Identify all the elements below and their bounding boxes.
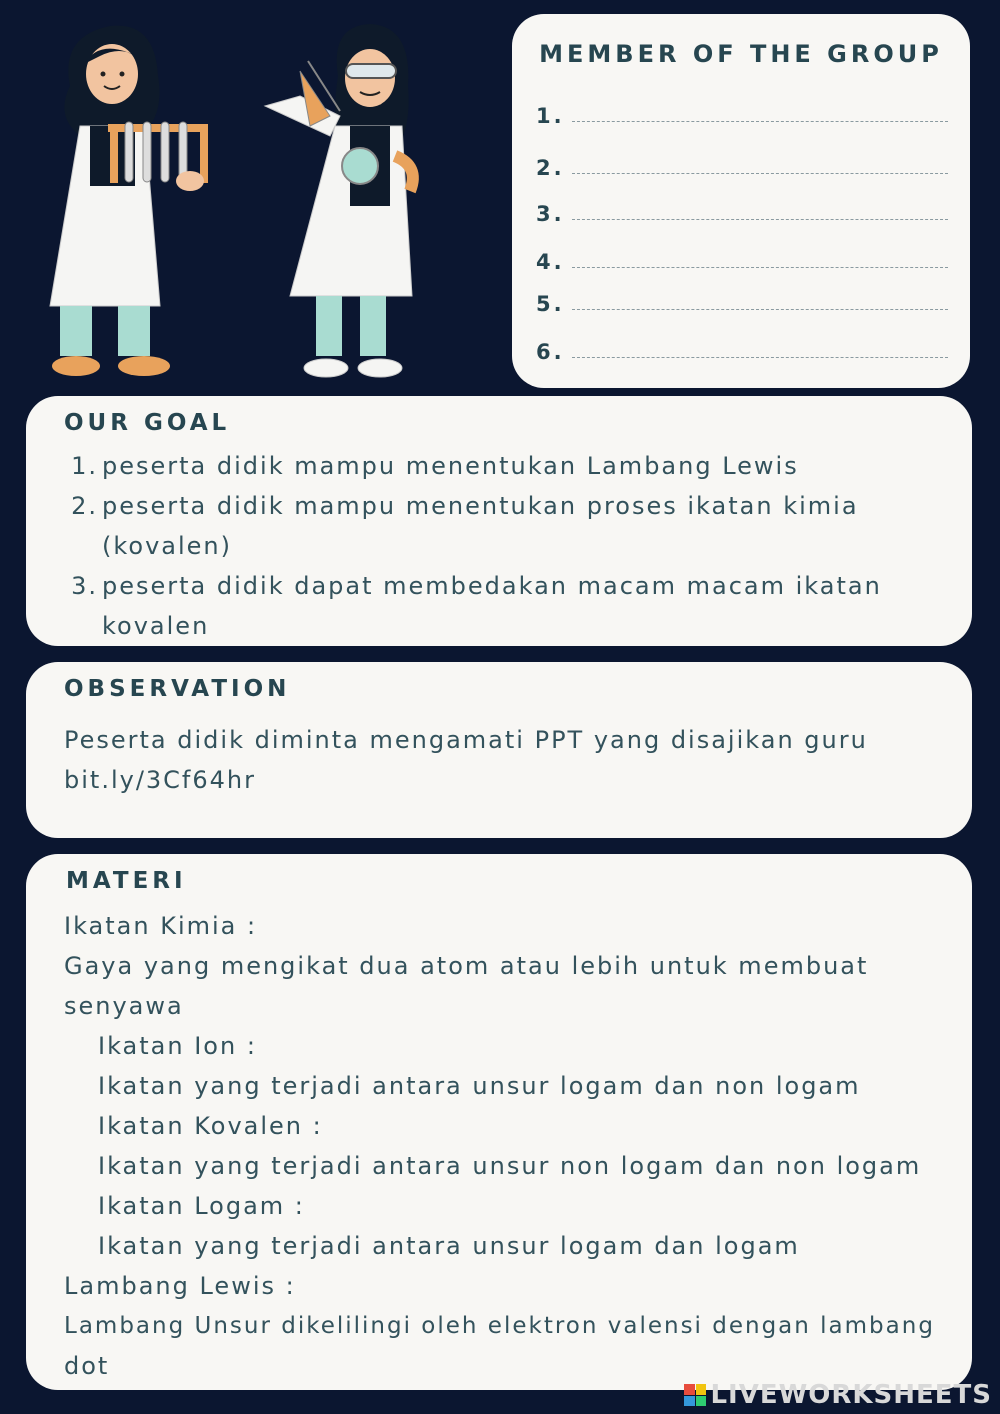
materi-card <box>26 854 972 1390</box>
member-row-3[interactable] <box>536 196 948 226</box>
materi-line: dot <box>64 1352 110 1380</box>
member-number: 1. <box>536 104 565 128</box>
member-row-6[interactable] <box>536 334 948 364</box>
member-number: 3. <box>536 202 565 226</box>
materi-line: Lambang Lewis : <box>64 1272 296 1300</box>
goal-list <box>64 446 924 646</box>
materi-line: Ikatan Ion : <box>98 1032 257 1060</box>
member-row-4[interactable] <box>536 244 948 274</box>
materi-title: MATERI <box>66 868 187 894</box>
goal-item-number: 2. <box>71 492 98 520</box>
goal-item <box>64 486 924 566</box>
member-name-line[interactable] <box>572 120 948 122</box>
member-row-5[interactable] <box>536 286 948 316</box>
goal-item-text: peserta didik dapat membedakan macam macam ikatan kovalen <box>102 572 882 640</box>
member-number: 6. <box>536 340 565 364</box>
members-card <box>512 14 970 388</box>
observation-title: OBSERVATION <box>64 676 291 702</box>
observation-instruction: Peserta didik diminta mengamati PPT yang disajikan guru <box>64 726 868 754</box>
goal-item <box>64 446 924 486</box>
materi-line: Ikatan Kovalen : <box>98 1112 323 1140</box>
liveworksheets-logo-icon <box>684 1384 706 1406</box>
goal-item <box>64 566 924 646</box>
liveworksheets-watermark <box>684 1380 992 1410</box>
goal-item-text: peserta didik mampu menentukan proses ikatan kimia (kovalen) <box>102 492 859 560</box>
watermark-text: LIVEWORKSHEETS <box>710 1380 992 1410</box>
goal-title: OUR GOAL <box>64 410 231 436</box>
member-name-line[interactable] <box>572 266 948 268</box>
goal-card <box>26 396 972 646</box>
member-name-line[interactable] <box>572 356 948 358</box>
goal-item-text: peserta didik mampu menentukan Lambang Lewis <box>102 452 799 480</box>
observation-text <box>64 720 944 800</box>
scientist-left-icon <box>50 26 208 376</box>
scientists-illustration <box>40 16 470 386</box>
scientist-right-icon <box>265 24 413 377</box>
materi-line: Ikatan yang terjadi antara unsur logam dan non logam <box>98 1072 861 1100</box>
member-number: 4. <box>536 250 565 274</box>
member-name-line[interactable] <box>572 308 948 310</box>
materi-line: Ikatan yang terjadi antara unsur logam dan logam <box>98 1232 800 1260</box>
member-row-2[interactable] <box>536 150 948 180</box>
materi-content <box>64 906 964 1386</box>
observation-card <box>26 662 972 838</box>
materi-line: senyawa <box>64 992 184 1020</box>
goal-item-number: 3. <box>71 572 98 600</box>
member-row-1[interactable] <box>536 98 948 128</box>
member-name-line[interactable] <box>572 172 948 174</box>
materi-line: Ikatan Kimia : <box>64 912 258 940</box>
materi-line: Lambang Unsur dikelilingi oleh elektron valensi dengan lambang <box>64 1313 935 1339</box>
observation-link[interactable]: bit.ly/3Cf64hr <box>64 766 256 794</box>
materi-line: Gaya yang mengikat dua atom atau lebih untuk membuat <box>64 952 869 980</box>
members-title: MEMBER OF THE GROUP <box>539 40 943 68</box>
member-number: 2. <box>536 156 565 180</box>
goal-item-number: 1. <box>71 452 98 480</box>
member-name-line[interactable] <box>572 218 948 220</box>
member-number: 5. <box>536 292 565 316</box>
materi-line: Ikatan Logam : <box>98 1192 305 1220</box>
materi-line: Ikatan yang terjadi antara unsur non logam dan non logam <box>98 1152 922 1180</box>
